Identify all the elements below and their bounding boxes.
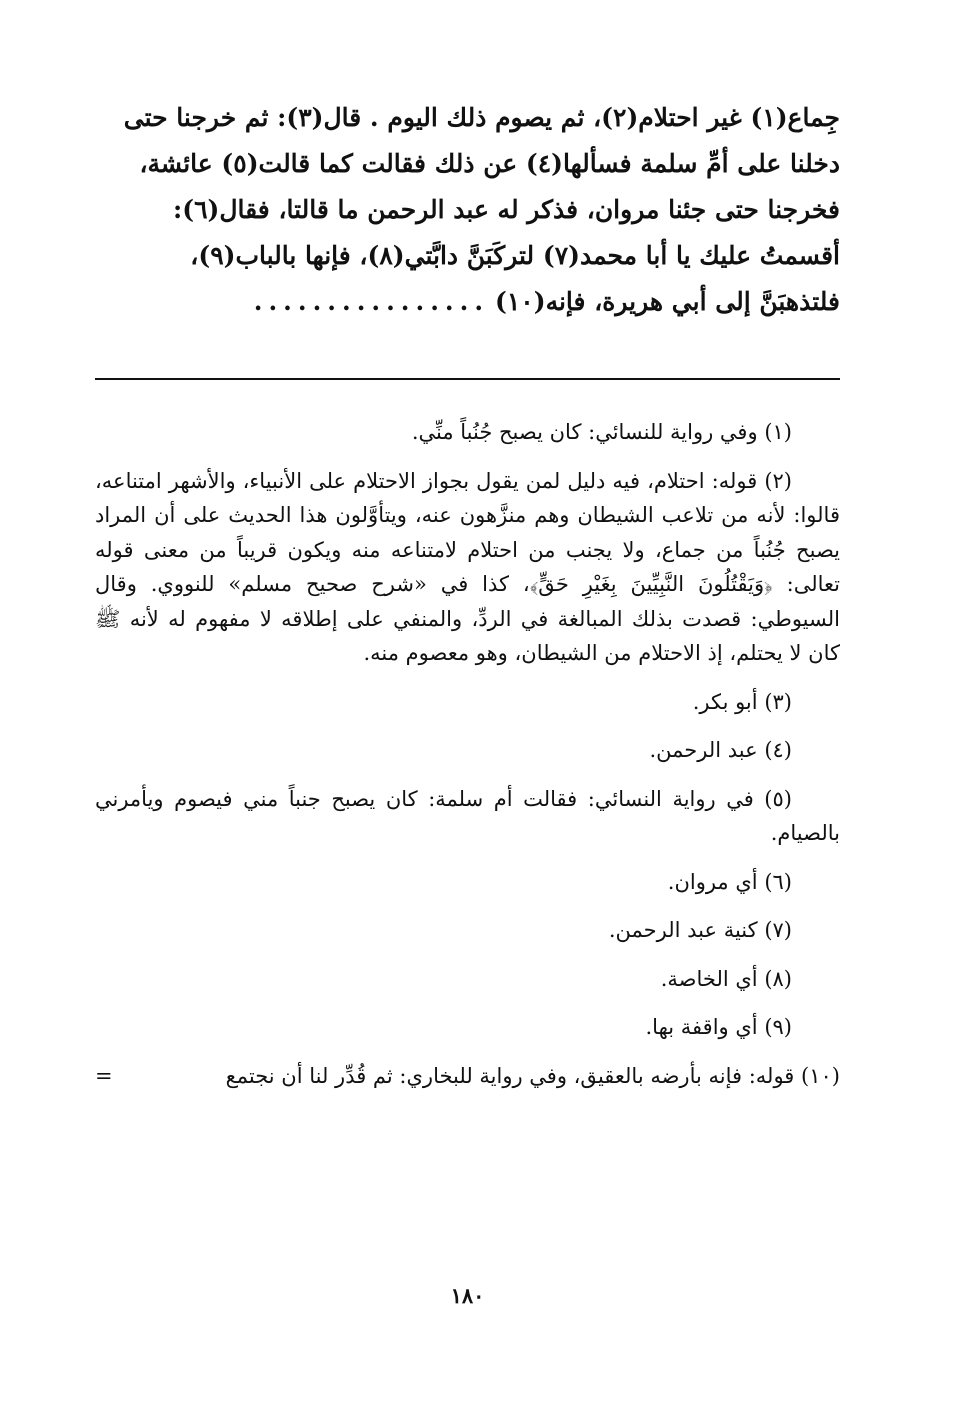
footnote-number: (١٠) (801, 1063, 840, 1088)
footnote-text: وفي رواية للنسائي: كان يصبح جُنُباً منِّي. (411, 420, 758, 444)
footnote-number: (٦) (764, 869, 792, 894)
footnote-number: (٥) (764, 786, 792, 811)
footnote-text: عبد الرحمن. (649, 738, 758, 762)
footnote-number: (٧) (764, 918, 792, 942)
footnote (95, 865, 840, 900)
footnote (95, 1059, 840, 1094)
page-number: ١٨٠ (450, 1283, 485, 1308)
footnote (95, 782, 840, 851)
footnote-text: أي مروان. (667, 869, 758, 894)
footnote-number: (٩) (764, 1015, 792, 1039)
footnotes (95, 415, 840, 1107)
footnote-text: قوله: فإنه بأرضه بالعقيق، وفي رواية للبخاري: ثم قُدِّر لنا أن نجتمع (225, 1063, 795, 1088)
footnote-number: (٤) (764, 738, 792, 762)
footnote-text: أبو بكر. (692, 689, 758, 714)
footnote (95, 685, 840, 720)
footnote (95, 415, 840, 450)
footnote-text: أي الخاصة. (660, 966, 758, 991)
continuation-mark: = (95, 1063, 113, 1088)
footnote-text: في رواية النسائي: فقالت أم سلمة: كان يصبح جنباً مني فيصوم ويأمرني بالصيام. (95, 786, 840, 845)
footnote-number: (٢) (764, 468, 792, 493)
footnote-text: قوله: احتلام، فيه دليل لمن يقول بجواز الاحتلام على الأنبياء، والأشهر امتناعه، قالوا: لأنه من تلاعب الشيطان وهم منزَّهون عنه، ويتأوَّلون هذا الحديث على أن المراد يصبح جُنُباً من جماع، ولا يجنب من احتلام لامتناعه منه ويكون قريباً من معنى قوله تعالى: ﴿وَيَقْتُلُونَ النَّبِيِّينَ بِغَيْرِ حَقٍّ﴾، كذا في «شرح صحيح مسلم» للنووي. وقال السيوطي: قصدت بذلك المبالغة في الردِّ، والمنفي على إطلاقه لا مفهوم له لأنه ﷺ كان لا يحتلم، إذ الاحتلام من الشيطان، وهو معصوم منه. (95, 468, 840, 665)
footnote-text: كنية عبد الرحمن. (608, 918, 758, 942)
footnote-separator (95, 378, 840, 380)
ellipsis-dots: ................ (253, 287, 490, 316)
main-text-line: دخلنا على أمِّ سلمة فسألها(٤) عن ذلك فقالت كما قالت(٥) عائشة، (139, 149, 840, 178)
footnote (95, 1010, 840, 1045)
footnote-number: (٣) (764, 689, 792, 714)
main-text-line-content: فلتذهبَنَّ إلى أبي هريرة، فإنه(١٠) (495, 287, 840, 316)
footnote (95, 913, 840, 948)
main-text (95, 95, 840, 325)
book-page (95, 95, 840, 1308)
footnote-number: (١) (764, 420, 792, 444)
main-text-line (95, 279, 840, 325)
footnote (95, 733, 840, 768)
main-text-line: جِماع(١) غير احتلام(٢)، ثم يصوم ذلك اليوم . قال(٣): ثم خرجنا حتى (123, 103, 840, 132)
main-text-line: فخرجنا حتى جئنا مروان، فذكر له عبد الرحمن ما قالتا، فقال(٦): (173, 195, 840, 224)
main-text-line: أقسمتُ عليك يا أبا محمد(٧) لتركَبَنَّ دابَّتي(٨)، فإنها بالباب(٩)، (190, 241, 840, 270)
footnote-number: (٨) (764, 966, 792, 991)
footnote (95, 464, 840, 671)
footnote (95, 962, 840, 997)
footnote-text: أي واقفة بها. (645, 1015, 758, 1039)
